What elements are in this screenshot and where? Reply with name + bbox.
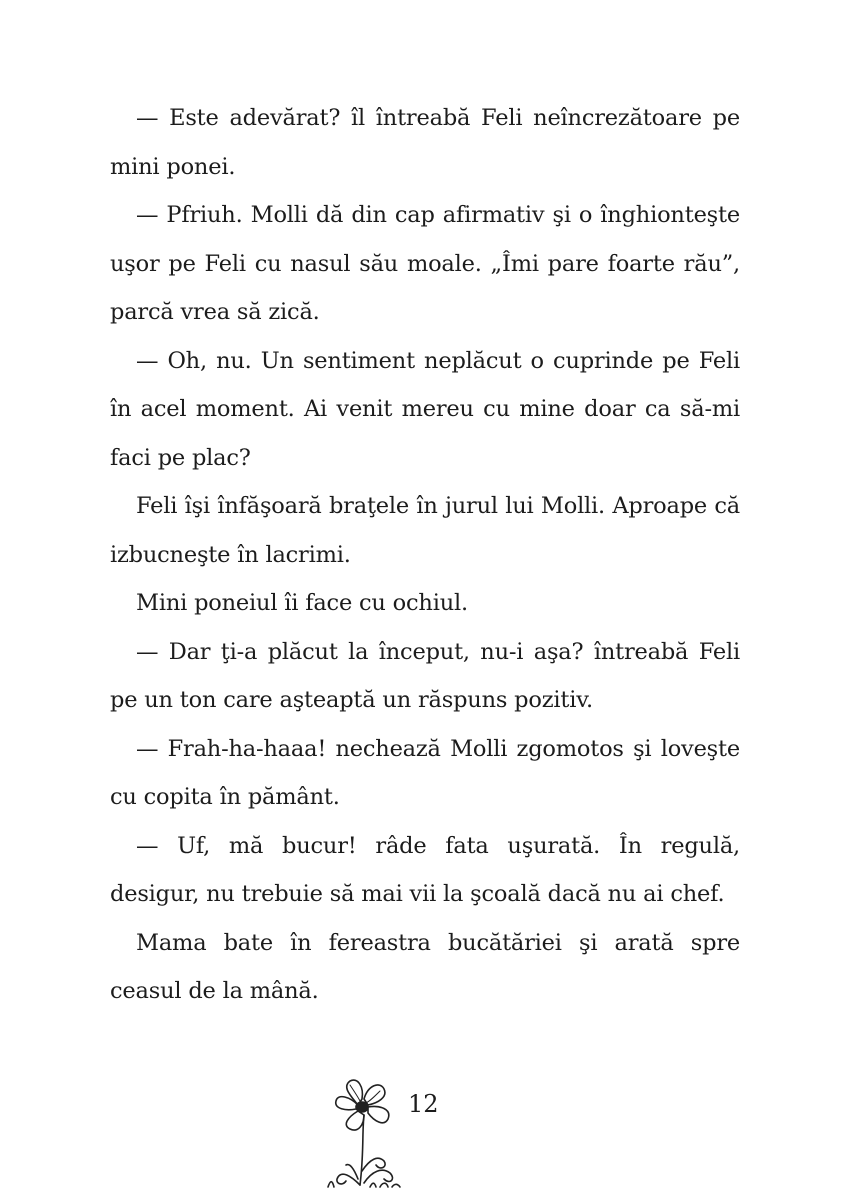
flower-sketch-icon	[320, 1075, 420, 1190]
page-footer	[320, 1075, 500, 1195]
body-text	[110, 94, 740, 1016]
paragraph: — Este adevărat? îl întreabă Feli neîncrezătoare pe mini ponei.	[110, 105, 740, 180]
paragraph: — Uf, mă bucur! râde fata uşurată. În regulă, desigur, nu trebuie să mai vii la şcoală dacă nu ai chef.	[110, 832, 740, 907]
paragraph: Mini poneiul îi face cu ochiul.	[136, 590, 468, 616]
page-number: 12	[408, 1090, 439, 1118]
paragraph: — Pfriuh. Molli dă din cap afirmativ şi o înghionteşte uşor pe Feli cu nasul său moale. „Îmi pare foarte rău”, parcă vrea să zică.	[110, 202, 740, 325]
paragraph: Feli îşi înfăşoară braţele în jurul lui Molli. Aproape că izbucneşte în lacrimi.	[110, 493, 740, 568]
paragraph: Mama bate în fereastra bucătăriei şi arată spre ceasul de la mână.	[110, 929, 740, 1004]
paragraph: — Dar ţi-a plăcut la început, nu-i aşa? întreabă Feli pe un ton care aşteaptă un răspuns pozitiv.	[110, 638, 740, 713]
paragraph: — Oh, nu. Un sentiment neplăcut o cuprinde pe Feli în acel moment. Ai venit mereu cu mine doar ca să-mi faci pe plac?	[110, 347, 740, 471]
paragraph: — Frah-ha-haaa! nechează Molli zgomotos şi loveşte cu copita în pământ.	[110, 735, 740, 810]
